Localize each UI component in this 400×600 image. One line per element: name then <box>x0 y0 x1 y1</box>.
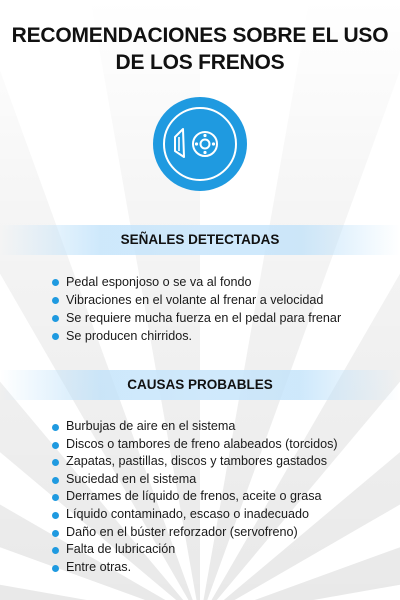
list-item: Se producen chirridos. <box>52 327 341 345</box>
title-line-1: RECOMENDACIONES SOBRE EL USO <box>11 24 389 47</box>
list-item: Entre otras. <box>52 559 338 577</box>
list-item: Falta de lubricación <box>52 541 338 559</box>
list-item: Discos o tambores de freno alabeados (torcidos) <box>52 436 338 454</box>
brake-disc-icon <box>153 97 247 191</box>
list-item: Vibraciones en el volante al frenar a velocidad <box>52 291 341 309</box>
signals-list <box>52 273 341 345</box>
section-heading-signals: SEÑALES DETECTADAS <box>0 225 400 255</box>
list-item: Zapatas, pastillas, discos y tambores gastados <box>52 453 338 471</box>
list-item: Se requiere mucha fuerza en el pedal para frenar <box>52 309 341 327</box>
section-heading-causes: CAUSAS PROBABLES <box>0 370 400 400</box>
list-item: Derrames de líquido de frenos, aceite o grasa <box>52 488 338 506</box>
list-item: Pedal esponjoso o se va al fondo <box>52 273 341 291</box>
page-title <box>10 22 390 76</box>
causes-list <box>52 418 338 576</box>
title-line-2: DE LOS FRENOS <box>115 51 285 74</box>
list-item: Burbujas de aire en el sistema <box>52 418 338 436</box>
list-item: Líquido contaminado, escaso o inadecuado <box>52 506 338 524</box>
list-item: Daño en el búster reforzador (servofreno) <box>52 524 338 542</box>
list-item: Suciedad en el sistema <box>52 471 338 489</box>
